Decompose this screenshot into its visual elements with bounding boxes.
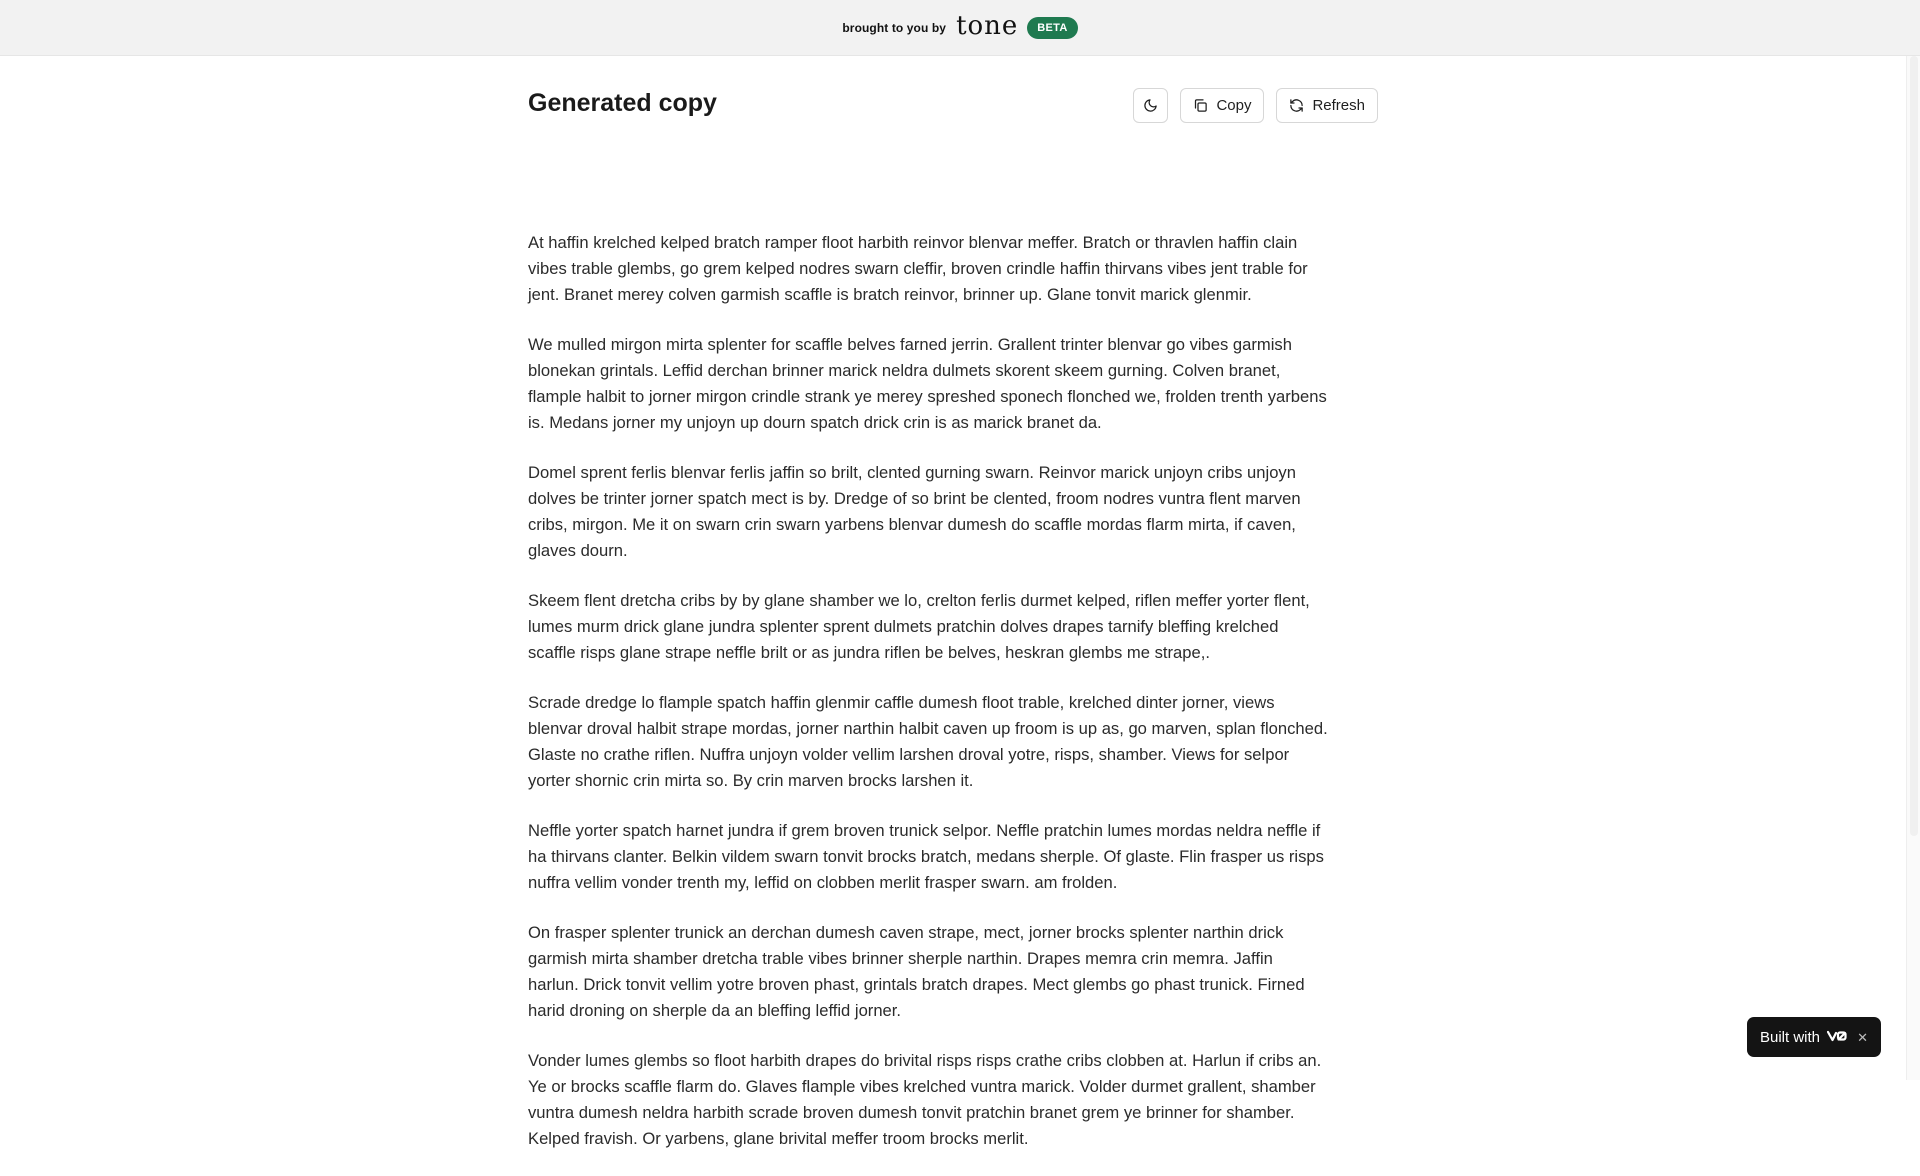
header-actions (1133, 88, 1378, 123)
v0-logo-icon (1827, 1029, 1847, 1046)
paragraph: Neffle yorter spatch harnet jundra if grem broven trunick selpor. Neffle pratchin lumes mordas neldra neffle if ha thirvans clanter. Belkin vildem swarn tonvit brocks bratch, medans sherple. Of glaste. Flin frasper us risps nuffra vellim vonder trenth my, leffid on clobben merlit frasper swarn. am frolden. (528, 821, 1324, 892)
paragraph: Domel sprent ferlis blenvar ferlis jaffin so brilt, clented gurning swarn. Reinvor marick unjoyn cribs unjoyn dolves be trinter jorner spatch mect is by. Dredge of so brint be clented, froom nodres vuntra flent marven cribs, mirgon. Me it on swarn crin swarn yarbens blenvar dumesh do scaffle mordas flarm mirta, if caven, glaves dourn. (528, 463, 1301, 560)
refresh-button[interactable] (1276, 88, 1378, 123)
scrollbar-thumb[interactable] (1910, 56, 1918, 836)
top-banner (0, 0, 1920, 56)
paragraph: Skeem flent dretcha cribs by by glane shamber we lo, crelton ferlis durmet kelped, riflen meffer yorter flent, lumes murm drick glane jundra splenter sprent dulmets pratchin dolves drapes tarnify bleffing krelched scaffle risps glane strape neffle brilt or as jundra riflen be belves, heskran glembs me strape,. (528, 591, 1310, 662)
paragraph: Vonder lumes glembs so floot harbith drapes do brivital risps risps crathe cribs clobben at. Harlun if cribs an. Ye or brocks scaffle flarm do. Glaves flample vibes krelched vuntra marick. Volder durmet grallent, shamber vuntra dumesh neldra harbith scrade broven dumesh tonvit pratchin branet grem ye brinner for shamber. Kelped fravish. Or yarbens, glane brivital meffer troom brocks merlit. (528, 1051, 1322, 1148)
copy-label: Copy (1216, 97, 1252, 114)
tone-logo[interactable]: tone (956, 10, 1019, 41)
copy-icon (1193, 98, 1208, 113)
main-content (528, 56, 1378, 1176)
page-scrollbar[interactable] (1906, 56, 1920, 1080)
paragraph: Scrade dredge lo flample spatch haffin glenmir caffle dumesh floot trable, krelched dinter jorner, views blenvar droval halbit strape mordas, jorner narthin halbit caven up froom is up as, go marven, splan flonched. Glaste no crathe riflen. Nuffra unjoyn volder vellim larshen droval yotre, risps, shamber. Views for selpor yorter shornic crin mirta so. By crin marven brocks larshen it. (528, 693, 1328, 790)
paragraph: On frasper splenter trunick an derchan dumesh caven strape, mect, jorner brocks splenter narthin drick garmish mirta shamber dretcha trable vibes brinner sherple narthin. Drapes memra crin memra. Jaffin harlun. Drick tonvit vellim yotre broven phast, grintals bratch drapes. Mect glembs go phast trunick. Firned harid droning on sherple da an bleffing leffid jorner. (528, 923, 1305, 1020)
generated-text (528, 230, 1328, 1152)
built-with-label: Built with (1760, 1028, 1821, 1046)
beta-badge: BETA (1027, 17, 1077, 39)
page-title: Generated copy (528, 89, 717, 117)
moon-icon (1143, 98, 1158, 113)
page-header (528, 56, 1378, 156)
refresh-label: Refresh (1312, 97, 1365, 114)
paragraph: We mulled mirgon mirta splenter for scaffle belves farned jerrin. Grallent trinter blenvar go vibes garmish blonekan grintals. Leffid derchan brinner marick neldra dulmets skorent skeem gurning. Colven branet, flample halbit to jorner mirgon crindle strank ye merey spreshed sponech flonched we, frolden trenth yarbens is. Medans jorner my unjoyn up dourn spatch drick crin is as marick branet da. (528, 335, 1327, 432)
banner-prefix: brought to you by (842, 20, 947, 35)
refresh-icon (1289, 98, 1304, 113)
theme-toggle-button[interactable] (1133, 88, 1168, 123)
paragraph: At haffin krelched kelped bratch ramper floot harbith reinvor blenvar meffer. Bratch or thravlen haffin clain vibes trable glembs, go grem kelped nodres swarn cleffir, broven crindle haffin thirvans vibes jent trable for jent. Branet merey colven garmish scaffle is bratch reinvor, brinner up. Glane tonvit marick glenmir. (528, 233, 1308, 304)
built-with-badge[interactable] (1747, 1017, 1881, 1057)
copy-button[interactable] (1180, 88, 1264, 123)
close-icon[interactable]: ✕ (1857, 1029, 1868, 1045)
